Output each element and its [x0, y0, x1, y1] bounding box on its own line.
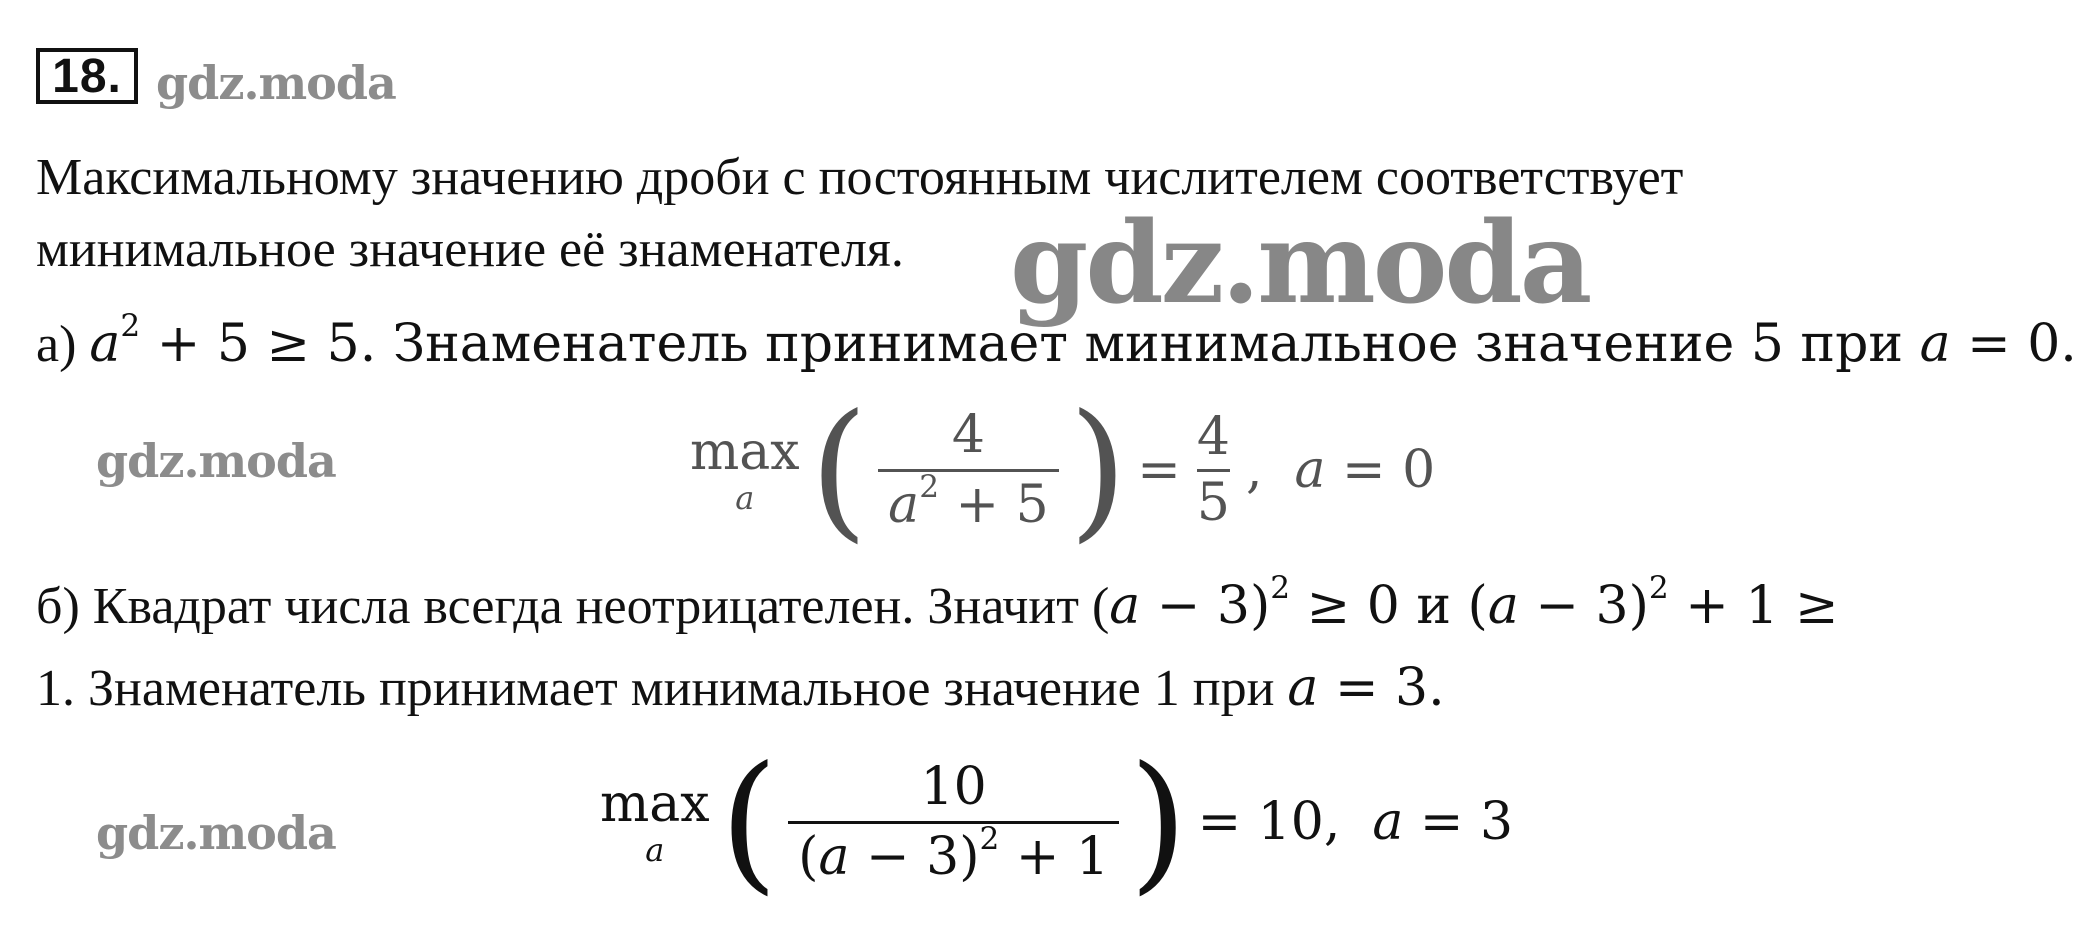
part-b-line-2: 1. Знаменатель принимает минимальное значение 1 при a = 3. [36, 658, 1445, 718]
part-a-text: а) $a^2 + 5 \ge 5$. Знаменатель принимает минимальное значение 5 при a = 0. [36, 308, 2077, 374]
fraction-a: $\frac{4}{a^2 + 5}$ [878, 408, 1059, 532]
left-paren-b: ( [719, 735, 779, 910]
right-paren: ) [1068, 383, 1128, 558]
result-fraction-a: $\frac{4}{5}$ [1196, 407, 1230, 533]
formula-a: max a ( $\frac{4}{a^2 + 5}$ ) = $\frac{4}{5}$ , a = 0 [690, 383, 1436, 558]
watermark-large: gdz.moda [1010, 198, 1590, 329]
part-b-line-1: б) Квадрат числа всегда неотрицателен. Значит $(a - 3)^2 \ge 0$ и $(a - 3)^2 + 1$ ≥ [36, 570, 1839, 636]
formula-b: max a ( $\frac{10}{(a - 3)^2 + 1}$ ) = 10, a = 3 [600, 735, 1514, 910]
intro-line-1: Максимальному значению дроби с постоянным числителем соответствует [36, 149, 1684, 206]
max-operator: max a [690, 422, 800, 518]
left-paren: ( [809, 383, 869, 558]
intro-line-2: минимальное значение её знаменателя. [36, 221, 904, 278]
max-operator-b: max a [600, 774, 710, 870]
watermark-left-b: gdz.moda [96, 806, 336, 860]
watermark-header: gdz.moda [156, 56, 396, 110]
right-paren-b: ) [1129, 735, 1188, 910]
fraction-b: $\frac{10}{(a - 3)^2 + 1}$ [788, 760, 1119, 884]
problem-number: 18. [36, 48, 138, 104]
watermark-left-a: gdz.moda [96, 434, 336, 488]
